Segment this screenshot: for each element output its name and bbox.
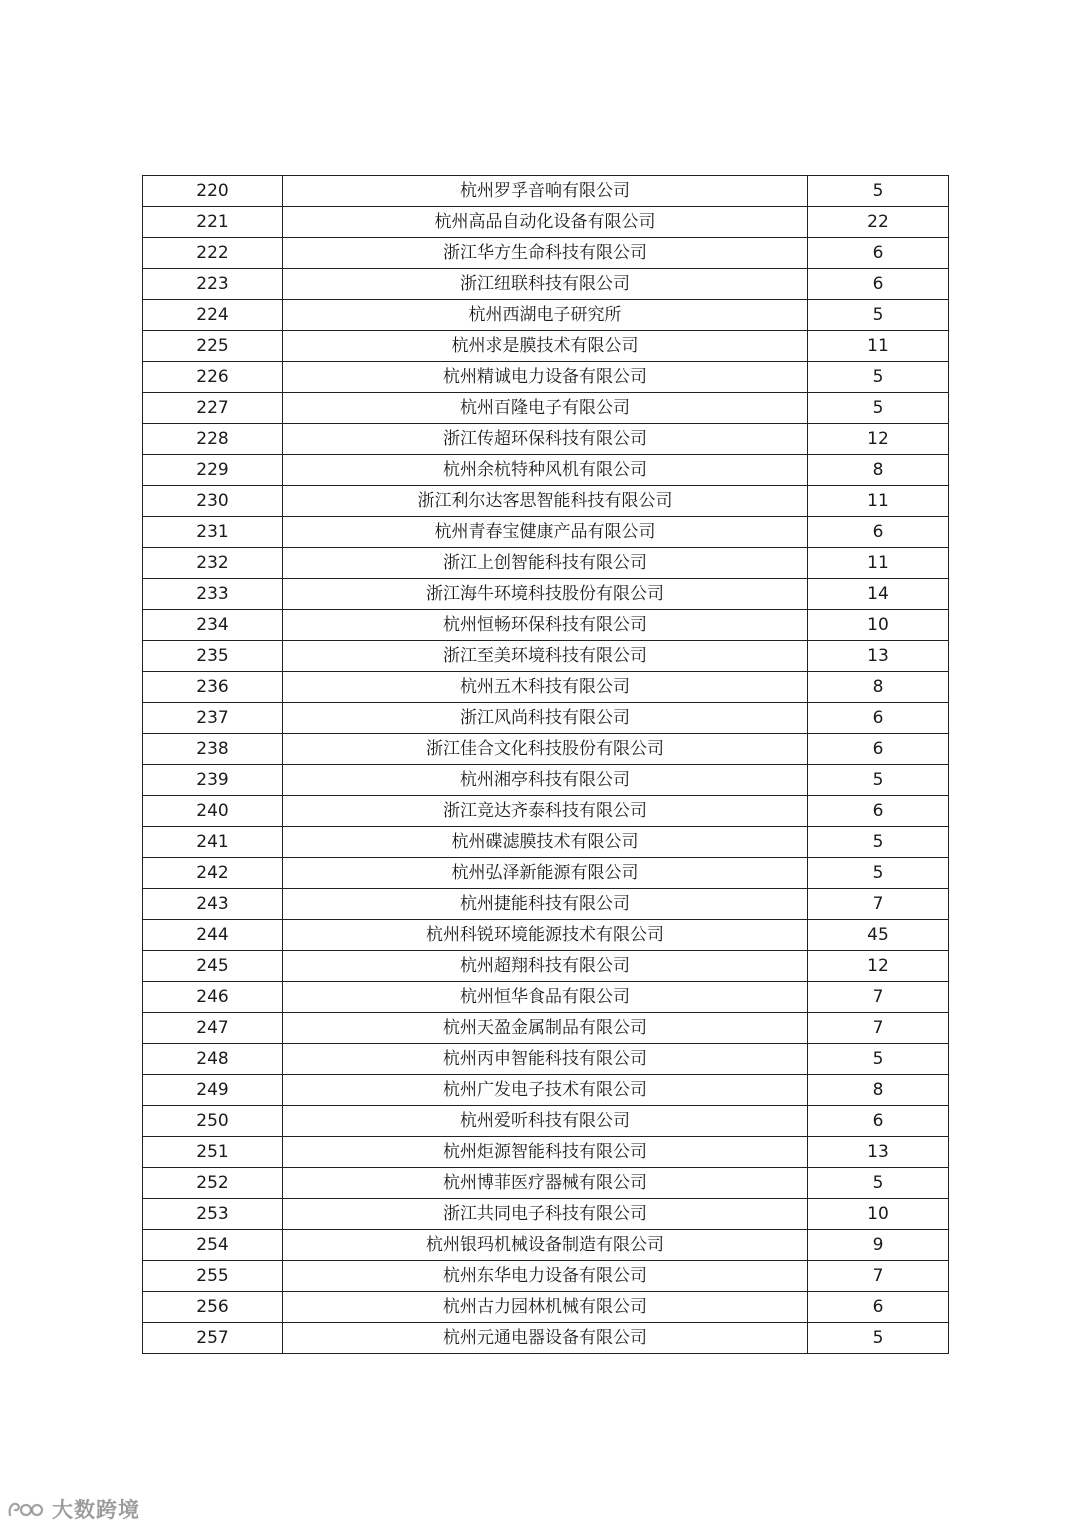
- row-number-cell: 252: [143, 1168, 283, 1199]
- count-cell: 5: [808, 1044, 949, 1075]
- count-cell: 7: [808, 1261, 949, 1292]
- company-name-cell: 浙江利尔达客思智能科技有限公司: [283, 486, 808, 517]
- table-row: [143, 393, 949, 424]
- company-name-cell: 杭州东华电力设备有限公司: [283, 1261, 808, 1292]
- count-cell: 5: [808, 362, 949, 393]
- row-number-cell: 221: [143, 207, 283, 238]
- company-name-cell: 杭州爱听科技有限公司: [283, 1106, 808, 1137]
- table-row: [143, 1323, 949, 1354]
- row-number-cell: 246: [143, 982, 283, 1013]
- table-row: [143, 951, 949, 982]
- count-cell: 11: [808, 548, 949, 579]
- count-cell: 6: [808, 734, 949, 765]
- company-name-cell: 杭州银玛机械设备制造有限公司: [283, 1230, 808, 1261]
- company-name-cell: 浙江上创智能科技有限公司: [283, 548, 808, 579]
- table-row: [143, 176, 949, 207]
- row-number-cell: 231: [143, 517, 283, 548]
- row-number-cell: 240: [143, 796, 283, 827]
- company-name-cell: 杭州科锐环境能源技术有限公司: [283, 920, 808, 951]
- row-number-cell: 234: [143, 610, 283, 641]
- count-cell: 5: [808, 176, 949, 207]
- table-row: [143, 827, 949, 858]
- table-row: [143, 982, 949, 1013]
- company-name-cell: 杭州恒畅环保科技有限公司: [283, 610, 808, 641]
- company-name-cell: 杭州天盈金属制品有限公司: [283, 1013, 808, 1044]
- table-row: [143, 424, 949, 455]
- table-row: [143, 1292, 949, 1323]
- count-cell: 6: [808, 269, 949, 300]
- row-number-cell: 257: [143, 1323, 283, 1354]
- company-name-cell: 杭州广发电子技术有限公司: [283, 1075, 808, 1106]
- row-number-cell: 235: [143, 641, 283, 672]
- count-cell: 12: [808, 951, 949, 982]
- row-number-cell: 254: [143, 1230, 283, 1261]
- company-name-cell: 浙江传超环保科技有限公司: [283, 424, 808, 455]
- count-cell: 45: [808, 920, 949, 951]
- table-row: [143, 579, 949, 610]
- count-cell: 10: [808, 610, 949, 641]
- row-number-cell: 222: [143, 238, 283, 269]
- count-cell: 22: [808, 207, 949, 238]
- table-row: [143, 610, 949, 641]
- table-body: [143, 176, 949, 1354]
- count-cell: 5: [808, 765, 949, 796]
- table-row: [143, 517, 949, 548]
- row-number-cell: 247: [143, 1013, 283, 1044]
- count-cell: 12: [808, 424, 949, 455]
- row-number-cell: 243: [143, 889, 283, 920]
- row-number-cell: 251: [143, 1137, 283, 1168]
- watermark: [6, 1494, 140, 1524]
- count-cell: 6: [808, 796, 949, 827]
- company-name-cell: 杭州炬源智能科技有限公司: [283, 1137, 808, 1168]
- table-row: [143, 889, 949, 920]
- row-number-cell: 225: [143, 331, 283, 362]
- row-number-cell: 232: [143, 548, 283, 579]
- row-number-cell: 229: [143, 455, 283, 486]
- table-row: [143, 486, 949, 517]
- count-cell: 6: [808, 1106, 949, 1137]
- table-row: [143, 1261, 949, 1292]
- count-cell: 14: [808, 579, 949, 610]
- table-row: [143, 1168, 949, 1199]
- row-number-cell: 230: [143, 486, 283, 517]
- company-name-cell: 杭州罗孚音响有限公司: [283, 176, 808, 207]
- company-name-cell: 杭州五木科技有限公司: [283, 672, 808, 703]
- watermark-text: 大数跨境: [52, 1498, 140, 1522]
- row-number-cell: 239: [143, 765, 283, 796]
- company-name-cell: 浙江至美环境科技有限公司: [283, 641, 808, 672]
- company-name-cell: 浙江佳合文化科技股份有限公司: [283, 734, 808, 765]
- company-name-cell: 杭州高品自动化设备有限公司: [283, 207, 808, 238]
- table-row: [143, 920, 949, 951]
- count-cell: 8: [808, 672, 949, 703]
- row-number-cell: 223: [143, 269, 283, 300]
- table-row: [143, 1106, 949, 1137]
- count-cell: 7: [808, 982, 949, 1013]
- count-cell: 5: [808, 1168, 949, 1199]
- row-number-cell: 253: [143, 1199, 283, 1230]
- count-cell: 8: [808, 1075, 949, 1106]
- company-name-cell: 杭州丙申智能科技有限公司: [283, 1044, 808, 1075]
- table-row: [143, 1075, 949, 1106]
- table-row: [143, 703, 949, 734]
- company-name-cell: 杭州超翔科技有限公司: [283, 951, 808, 982]
- count-cell: 6: [808, 1292, 949, 1323]
- row-number-cell: 250: [143, 1106, 283, 1137]
- row-number-cell: 256: [143, 1292, 283, 1323]
- count-cell: 6: [808, 517, 949, 548]
- table-row: [143, 455, 949, 486]
- count-cell: 11: [808, 486, 949, 517]
- table-row: [143, 1013, 949, 1044]
- company-name-cell: 杭州古力园林机械有限公司: [283, 1292, 808, 1323]
- row-number-cell: 226: [143, 362, 283, 393]
- row-number-cell: 244: [143, 920, 283, 951]
- company-name-cell: 浙江海牛环境科技股份有限公司: [283, 579, 808, 610]
- table-row: [143, 734, 949, 765]
- company-name-cell: 浙江竞达齐泰科技有限公司: [283, 796, 808, 827]
- table-row: [143, 641, 949, 672]
- count-cell: 5: [808, 1323, 949, 1354]
- count-cell: 8: [808, 455, 949, 486]
- row-number-cell: 245: [143, 951, 283, 982]
- company-name-cell: 浙江风尚科技有限公司: [283, 703, 808, 734]
- table-row: [143, 1230, 949, 1261]
- table-row: [143, 796, 949, 827]
- company-name-cell: 杭州碟滤膜技术有限公司: [283, 827, 808, 858]
- row-number-cell: 248: [143, 1044, 283, 1075]
- count-cell: 5: [808, 827, 949, 858]
- table-row: [143, 858, 949, 889]
- row-number-cell: 233: [143, 579, 283, 610]
- company-name-cell: 杭州余杭特种风机有限公司: [283, 455, 808, 486]
- count-cell: 7: [808, 1013, 949, 1044]
- company-name-cell: 杭州求是膜技术有限公司: [283, 331, 808, 362]
- table-row: [143, 331, 949, 362]
- company-name-cell: 杭州元通电器设备有限公司: [283, 1323, 808, 1354]
- count-cell: 9: [808, 1230, 949, 1261]
- table-row: [143, 238, 949, 269]
- company-name-cell: 杭州湘亭科技有限公司: [283, 765, 808, 796]
- table-row: [143, 207, 949, 238]
- count-cell: 13: [808, 1137, 949, 1168]
- row-number-cell: 227: [143, 393, 283, 424]
- table-row: [143, 1044, 949, 1075]
- watermark-logo-icon: [6, 1497, 46, 1521]
- company-name-cell: 杭州博菲医疗器械有限公司: [283, 1168, 808, 1199]
- row-number-cell: 237: [143, 703, 283, 734]
- table-row: [143, 269, 949, 300]
- count-cell: 11: [808, 331, 949, 362]
- row-number-cell: 242: [143, 858, 283, 889]
- company-name-cell: 浙江华方生命科技有限公司: [283, 238, 808, 269]
- company-name-cell: 杭州精诚电力设备有限公司: [283, 362, 808, 393]
- row-number-cell: 236: [143, 672, 283, 703]
- table-row: [143, 300, 949, 331]
- company-name-cell: 杭州西湖电子研究所: [283, 300, 808, 331]
- table-row: [143, 1199, 949, 1230]
- table-row: [143, 548, 949, 579]
- company-name-cell: 杭州青春宝健康产品有限公司: [283, 517, 808, 548]
- table-row: [143, 1137, 949, 1168]
- count-cell: 7: [808, 889, 949, 920]
- count-cell: 5: [808, 300, 949, 331]
- company-name-cell: 杭州弘泽新能源有限公司: [283, 858, 808, 889]
- company-name-cell: 杭州恒华食品有限公司: [283, 982, 808, 1013]
- table-row: [143, 765, 949, 796]
- count-cell: 10: [808, 1199, 949, 1230]
- row-number-cell: 224: [143, 300, 283, 331]
- row-number-cell: 220: [143, 176, 283, 207]
- table-row: [143, 362, 949, 393]
- count-cell: 6: [808, 238, 949, 269]
- company-table: [142, 175, 949, 1354]
- company-name-cell: 浙江纽联科技有限公司: [283, 269, 808, 300]
- row-number-cell: 249: [143, 1075, 283, 1106]
- company-name-cell: 杭州捷能科技有限公司: [283, 889, 808, 920]
- row-number-cell: 228: [143, 424, 283, 455]
- row-number-cell: 255: [143, 1261, 283, 1292]
- table-row: [143, 672, 949, 703]
- row-number-cell: 241: [143, 827, 283, 858]
- count-cell: 6: [808, 703, 949, 734]
- company-name-cell: 浙江共同电子科技有限公司: [283, 1199, 808, 1230]
- count-cell: 5: [808, 858, 949, 889]
- count-cell: 5: [808, 393, 949, 424]
- company-name-cell: 杭州百隆电子有限公司: [283, 393, 808, 424]
- count-cell: 13: [808, 641, 949, 672]
- row-number-cell: 238: [143, 734, 283, 765]
